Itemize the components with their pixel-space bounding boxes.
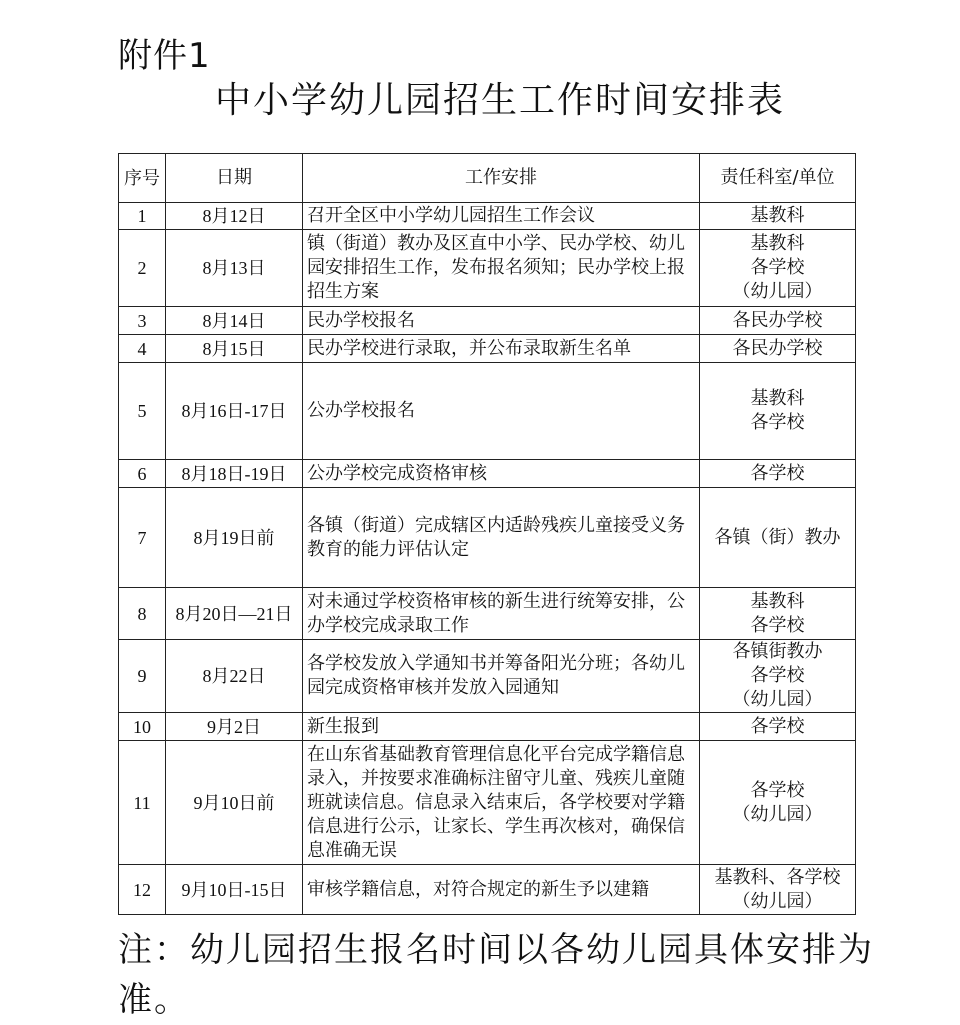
- document-title: 中小学幼儿园招生工作时间安排表: [214, 80, 785, 121]
- row-date: 8月18日-19日: [166, 460, 303, 488]
- dept-line: 基教科: [750, 388, 805, 409]
- row-date: 8月22日: [166, 640, 303, 713]
- row-date: 8月12日: [166, 203, 303, 230]
- table-row: [119, 307, 856, 335]
- table-row: [119, 488, 856, 588]
- dept-line: 基教科: [750, 233, 805, 254]
- table-row: [119, 640, 856, 713]
- row-index: 1: [119, 203, 166, 230]
- dept-line: 各民办学校: [732, 309, 823, 331]
- row-work: 民办学校进行录取，并公布录取新生名单: [303, 335, 700, 363]
- row-work: 民办学校报名: [303, 307, 700, 335]
- row-work: 各学校发放入学通知书并筹备阳光分班；各幼儿园完成资格审核并发放入园通知: [303, 640, 700, 713]
- row-index: 3: [119, 307, 166, 335]
- dept-line: 各学校: [750, 462, 805, 484]
- table-row: [119, 203, 856, 230]
- dept-line: 各学校: [750, 715, 805, 737]
- dept-line: 各学校: [750, 412, 805, 433]
- row-dept: [700, 335, 856, 363]
- table-row: [119, 230, 856, 307]
- row-dept: [700, 230, 856, 307]
- table-row: [119, 865, 856, 915]
- row-work: 对未通过学校资格审核的新生进行统筹安排，公办学校完成录取工作: [303, 588, 700, 640]
- row-dept: [700, 865, 856, 915]
- row-dept: [700, 203, 856, 230]
- dept-line: （幼儿园）: [732, 803, 823, 825]
- row-dept: [700, 363, 856, 460]
- row-date: 9月10日前: [166, 741, 303, 865]
- dept-line: 各学校: [750, 779, 805, 801]
- header-date: 日期: [166, 154, 303, 203]
- row-index: 8: [119, 588, 166, 640]
- row-work: 新生报到: [303, 713, 700, 741]
- row-work: 审核学籍信息，对符合规定的新生予以建籍: [303, 865, 700, 915]
- row-date: 8月20日—21日: [166, 588, 303, 640]
- table-row: [119, 713, 856, 741]
- dept-line: 各镇（街）教办: [714, 526, 841, 548]
- row-date: 9月2日: [166, 713, 303, 741]
- header-dept: 责任科室/单位: [700, 154, 856, 203]
- row-index: 5: [119, 363, 166, 460]
- dept-line: 基教科: [750, 590, 805, 612]
- row-index: 12: [119, 865, 166, 915]
- row-dept: [700, 741, 856, 865]
- dept-line: （幼儿园）: [732, 281, 823, 302]
- row-date: 8月19日前: [166, 488, 303, 588]
- table-row: [119, 741, 856, 865]
- row-work: 公办学校完成资格审核: [303, 460, 700, 488]
- table-row: [119, 363, 856, 460]
- row-date: 8月16日-17日: [166, 363, 303, 460]
- row-index: 10: [119, 713, 166, 741]
- row-dept: [700, 307, 856, 335]
- table-body: [119, 203, 856, 915]
- row-dept: [700, 588, 856, 640]
- row-work: 镇（街道）教办及区直中小学、民办学校、幼儿园安排招生工作，发布报名须知；民办学校上报招生方案: [303, 230, 700, 307]
- row-index: 4: [119, 335, 166, 363]
- row-dept: [700, 460, 856, 488]
- table-header-row: [119, 154, 856, 203]
- row-work: 公办学校报名: [303, 363, 700, 460]
- schedule-table: [118, 153, 856, 915]
- footnote: 注：幼儿园招生报名时间以各幼儿园具体安排为准。: [118, 930, 874, 1020]
- row-index: 9: [119, 640, 166, 713]
- row-index: 2: [119, 230, 166, 307]
- dept-line: 各学校: [750, 665, 805, 686]
- dept-line: （幼儿园）: [732, 890, 823, 912]
- header-work: 工作安排: [303, 154, 700, 203]
- row-dept: [700, 640, 856, 713]
- dept-line: 各学校: [750, 614, 805, 636]
- row-work: 在山东省基础教育管理信息化平台完成学籍信息录入，并按要求准确标注留守儿童、残疾儿童随班就读信息。信息录入结束后，各学校要对学籍信息进行公示，让家长、学生再次核对，确保信息准确无误: [303, 741, 700, 865]
- row-index: 6: [119, 460, 166, 488]
- row-index: 11: [119, 741, 166, 865]
- header-index: 序号: [119, 154, 166, 203]
- table-row: [119, 588, 856, 640]
- row-index: 7: [119, 488, 166, 588]
- row-date: 8月15日: [166, 335, 303, 363]
- row-date: 8月13日: [166, 230, 303, 307]
- table-row: [119, 460, 856, 488]
- dept-line: 各民办学校: [732, 337, 823, 359]
- row-work: 各镇（街道）完成辖区内适龄残疾儿童接受义务教育的能力评估认定: [303, 488, 700, 588]
- dept-line: 基教科: [750, 205, 805, 226]
- dept-line: 各镇街教办: [732, 641, 823, 662]
- dept-line: （幼儿园）: [732, 689, 823, 710]
- table-row: [119, 335, 856, 363]
- row-dept: [700, 488, 856, 588]
- dept-line: 各学校: [750, 257, 805, 278]
- row-date: 8月14日: [166, 307, 303, 335]
- row-date: 9月10日-15日: [166, 865, 303, 915]
- row-dept: [700, 713, 856, 741]
- dept-line: 基教科、各学校: [714, 866, 841, 888]
- attachment-label: 附件1: [118, 36, 211, 76]
- row-work: 召开全区中小学幼儿园招生工作会议: [303, 203, 700, 230]
